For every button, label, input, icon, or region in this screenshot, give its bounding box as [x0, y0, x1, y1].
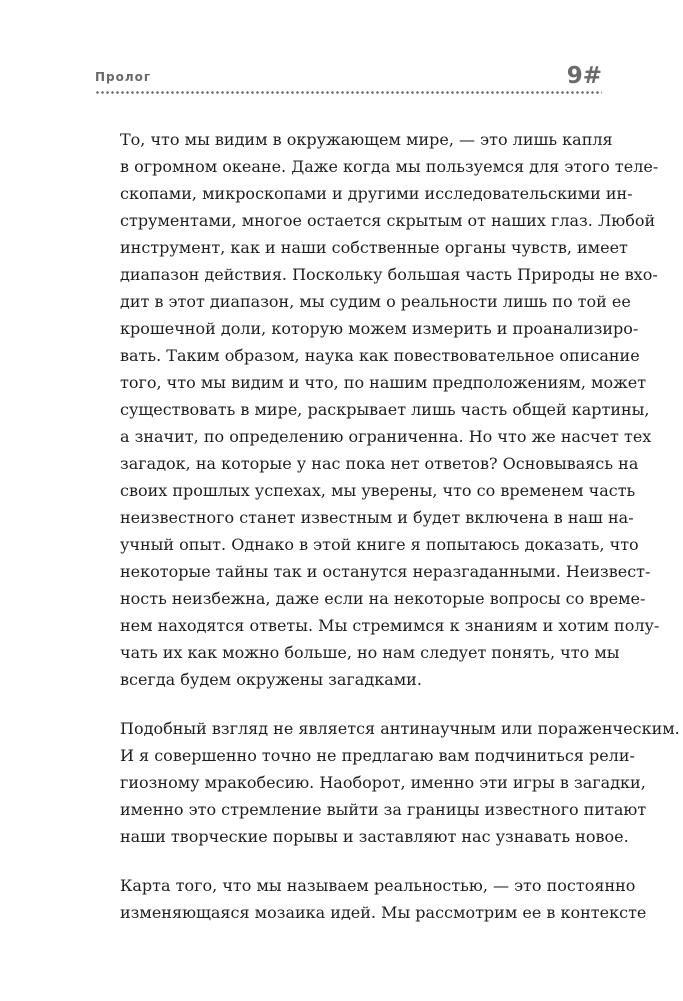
text-line: нем находятся ответы. Мы стремимся к знаниям и хотим полу- — [120, 616, 660, 635]
text-line: крошечной доли, которую можем измерить и проанализиро- — [120, 319, 639, 338]
text-line: инструмент, как и наши собственные органы чувств, имеет — [120, 238, 628, 257]
running-header — [95, 60, 602, 92]
chapter-title: Пролог — [95, 70, 152, 84]
text-line: ность неизбежна, даже если на некоторые вопросы со време- — [120, 589, 646, 608]
text-line: именно это стремление выйти за границы известного питают — [120, 800, 647, 819]
text-line: того, что мы видим и что, по нашим предположениям, может — [120, 373, 647, 392]
text-line: скопами, микроскопами и другими исследовательскими ин- — [120, 184, 633, 203]
text-line: Подобный взгляд не является антинаучным или пораженческим. — [120, 719, 680, 738]
text-line: диапазон действия. Поскольку большая часть Природы не вхо- — [120, 265, 658, 284]
text-line: наши творческие порывы и заставляют нас узнавать новое. — [120, 827, 629, 846]
text-line: своих прошлых успехах, мы уверены, что со временем часть — [120, 481, 636, 500]
paragraph — [120, 715, 680, 850]
text-line: вать. Таким образом, наука как повествовательное описание — [120, 346, 640, 365]
text-line: в огромном океане. Даже когда мы пользуемся для этого теле- — [120, 157, 659, 176]
text-line: дит в этот диапазон, мы судим о реальности лишь по той ее — [120, 292, 631, 311]
text-line: существовать в мире, раскрывает лишь часть общей картины, — [120, 400, 650, 419]
text-line: чать их как можно больше, но нам следует понять, что мы — [120, 643, 620, 662]
page-number: 9# — [566, 63, 602, 89]
text-line: неизвестного станет известным и будет включена в наш на- — [120, 508, 634, 527]
text-line: загадок, на которые у нас пока нет ответов? Основываясь на — [120, 454, 639, 473]
text-line: а значит, по определению ограниченна. Но что же насчет тех — [120, 427, 652, 446]
dotted-rule — [95, 91, 602, 94]
paragraph — [120, 126, 660, 693]
text-line: И я совершенно точно не предлагаю вам подчиниться рели- — [120, 746, 635, 765]
text-line: некоторые тайны так и останутся неразгаданными. Неизвест- — [120, 562, 651, 581]
text-line: изменяющаяся мозаика идей. Мы рассмотрим ее в контексте — [120, 903, 647, 922]
text-line: всегда будем окружены загадками. — [120, 670, 422, 689]
text-line: струментами, многое остается скрытым от наших глаз. Любой — [120, 211, 656, 230]
text-line: Карта того, что мы называем реальностью, — это постоянно — [120, 876, 636, 895]
text-line: То, что мы видим в окружающем мире, — это лишь капля — [120, 130, 613, 149]
paragraph — [120, 872, 647, 926]
body-text — [120, 126, 680, 948]
text-line: учный опыт. Однако в этой книге я попытаюсь доказать, что — [120, 535, 639, 554]
text-line: гиозному мракобесию. Наоборот, именно эти игры в загадки, — [120, 773, 646, 792]
